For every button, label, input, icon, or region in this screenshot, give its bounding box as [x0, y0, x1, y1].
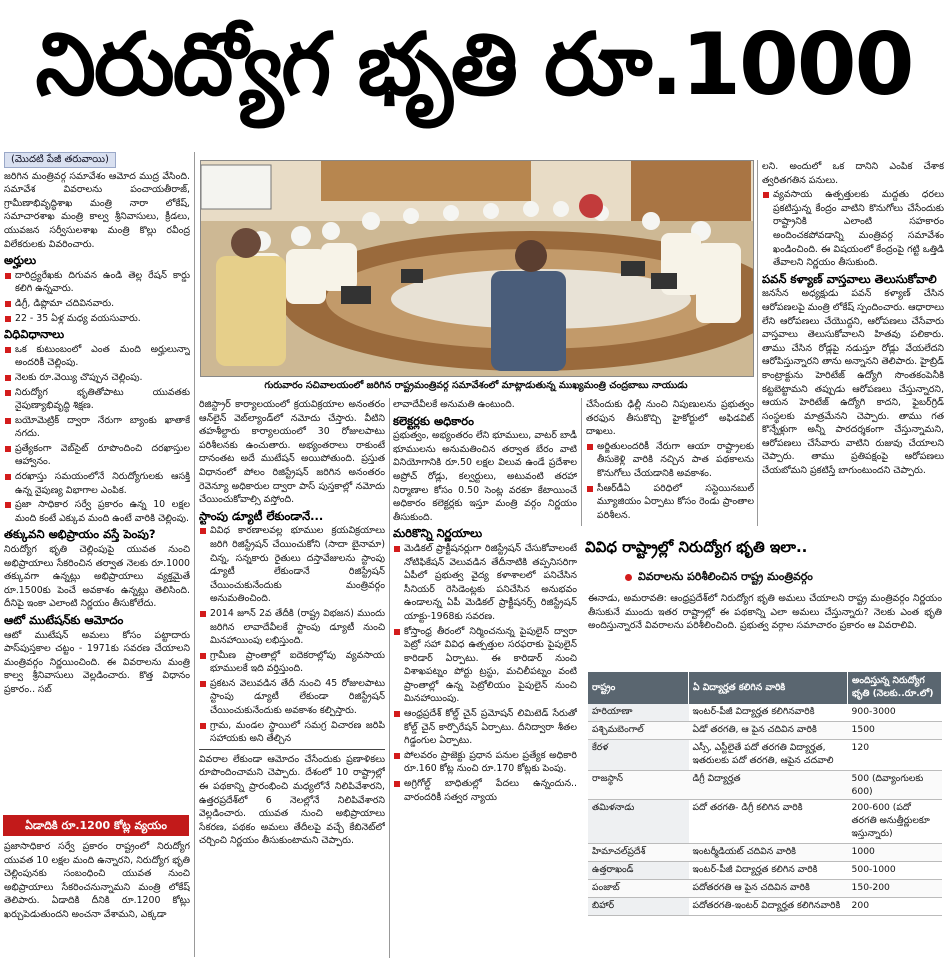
column-divider — [194, 152, 195, 957]
table-cell: ఇంటర్-పీజీ విద్యార్హత కలిగిన వారికి — [689, 862, 848, 880]
eligible-item: 22 - 35 ఏళ్ల మధ్య వయసువారు. — [4, 312, 190, 326]
table-header: అందిస్తున్న నిరుద్యోగ భృతి (నెలకు..రూ.లో) — [848, 672, 942, 704]
column-4 — [586, 398, 754, 526]
table-cell: 200-600 (పదో తరగతి అనుత్తీర్ణులకూ ఇస్తున్నారు) — [848, 800, 942, 844]
col4-item: అర్జితులందరికీ నేరుగా ఆయా రాష్ట్రాలకు తీసుకెళ్లి వారికి నచ్చిన పాత పథకాలను కొనుగోలు చేయడానికి అవకాశం. — [586, 440, 754, 481]
table-row — [588, 898, 942, 916]
states-box-subtitle-text: వివరాలను పరిశీలించిన రాష్ట్ర మంత్రివర్గం — [638, 570, 813, 583]
stamp-item: 2014 జూన్ 2వ తేదీకి (రాష్ట్ర విభజన) ముందు జరిగిన లావాదేవీలకే స్టాంపు డ్యూటీ నుంచి మినహాయింపు లభిస్తుంది. — [199, 607, 385, 648]
eligible-item: డిగ్రీ, డిప్లొమా చదివినవారు. — [4, 297, 190, 311]
col5-item: వ్యవసాయ ఉత్పత్తులకు మద్దతు ధరలు ప్రకటిస్తున్న కేంద్రం వాటిని కొనుగోలు చేసేందుకు రాష్ట్రానికి ఎలాంటి సహకారం అందించకపోవడాన్ని మంత్రివర్గ సమావేశం ఖండించింది. ఈ విషయంలో కేంద్రంపై గట్టి ఒత్తిడి తేవాలని నిర్ణయం తీసుకుంది. — [762, 188, 944, 270]
table-cell: రాజస్థాన్ — [588, 771, 689, 800]
stamp-item: గ్రామ, మండల స్థాయిలో సమగ్ర విచారణ జరిపి సహాయకు అని తేల్చిన — [199, 719, 385, 746]
table-cell: 500-1000 — [848, 862, 942, 880]
table-cell: 120 — [848, 740, 942, 771]
rule-item: నిరుద్యోగ భృతితోపాటు యువతకు నైపుణ్యాభివృద్ధి శిక్షణ. — [4, 386, 190, 413]
rule-item: ప్రత్యేకంగా వెబ్‌సైట్ రూపొందించి దరఖాస్తుల ఆహ్వానం. — [4, 442, 190, 469]
table-cell: ఇంటర్మీడియట్ చదివిన వారికి — [689, 844, 848, 862]
column-divider — [581, 398, 582, 526]
eligible-item: దారిద్ర్యరేఖకు దిగువన ఉండి తెల్ల రేషన్ కార్డు కలిగి ఉన్నవారు. — [4, 269, 190, 296]
rules-heading: విధివిధానాలు — [4, 327, 65, 342]
photo-caption: గురువారం సచివాలయంలో జరిగిన రాష్ట్రమంత్రివర్గ సమావేశంలో మాట్లాడుతున్న ముఖ్యమంత్రి చంద్రబాబు నాయుడు — [264, 380, 688, 391]
more-decisions-heading: మరికొన్ని నిర్ణయాలు — [393, 526, 483, 541]
table-cell: హరియాణా — [588, 704, 689, 722]
column-5 — [762, 160, 944, 526]
stamp-item: వివిధ కారణాలవల్ల భూముల క్రయవిక్రయాలు జరిగి రిజిస్ట్రేషన్ చేయించుకోని (సాదా బైనామా) చిన్న, సన్నకారు రైతులు దస్తావేజులను స్టాంపు డ్యూటీ లేకుండానే రిజిస్ట్రేషన్ చేయించుకునేందుకు మంత్రివర్గం అనుమతించింది. — [199, 524, 385, 606]
col2-tail-paragraph: వివరాల లేకుండా ఆమోదం చేసేందుకు ప్రణాళికలు రూపొందించామని చెప్పారు. దేశంలో 10 రాష్ట్రాల్లో ఈ పథకాన్ని ప్రారంభించి మధ్యలోనే నిలిపివేశారని, ఉత్తరప్రదేశ్‌లో 6 నెలల్లోనే నిలిపివేశారని వెల్లడించారు. యువత నుంచి అభిప్రాయాలు సేకరణ, పథకం అమలు తేదీలపై వచ్చే కేబినెట్‌లో చర్చించి నిర్ణయం తీసుకుంటామని చెప్పారు. — [199, 753, 385, 847]
table-header: ఏ విద్యార్హత కలిగిన వారికి — [689, 672, 848, 704]
mutation-paragraph: రిజిస్ట్రార్ కార్యాలయంలో క్రయవిక్రయాల అనంతరం ఆన్‌లైన్ వెబ్‌ల్యాండ్‌లో నమోదు చేస్తారు. వీటిని తహశీల్దారు కార్యాలయంలో 30 రోజులపాటు పరిశీలనకు ఉంచుతారు. అభ్యంతరాలు రాకుంటే దానంతట అదే ముటేషన్ అయిపోతుంది. ప్రస్తుత విధానంలో పోలం రిజిస్ట్రేషన్ జరిగిన అనంతరం రెవెన్యూ అధికారుల ద్వారా పాస్ పుస్తకాల్లో నమోదు చేయించుకోవాల్సి వస్తోంది. — [199, 399, 385, 506]
cost-banner: ఏడాదికి రూ.1200 కోట్ల వ్యయం — [3, 815, 189, 836]
table-row — [588, 771, 942, 800]
decision-item: పోలవరం ప్రాజెక్టు ప్రధాన పనుల ప్రత్యేక అధికారి రూ.160 కోట్ల నుంచి రూ.170 కోట్లకు పెంపు. — [393, 749, 577, 776]
intro-paragraph: జరిగిన మంత్రివర్గ సమావేశం ఆమోద ముద్ర వేసింది. సమావేశ వివరాలను పంచాయతీరాజ్, గ్రామీణాభివృద్ధిశాఖ మంత్రి నారా లోకేష్, సమాచారశాఖ మంత్రి కాల్వ శ్రీనివాసులు, క్రీడలు, యువజన సర్వీసులశాఖ మంత్రి కొల్లు రవీంద్ర విలేకరులకు వివరించారు. — [4, 170, 190, 250]
table-cell: 900-3000 — [848, 704, 942, 722]
table-cell: ఎస్సీ, ఎస్టీలైతే పదో తరగతి విద్యార్హత, ఇతరులకు పదో తరగతి, ఆపైన చదవాలి — [689, 740, 848, 771]
cabinet-meeting-photo — [200, 160, 754, 377]
table-row — [588, 880, 942, 898]
col4-lead: చేసేందుకు ఢిల్లీ నుంచి నిపుణులను ప్రభుత్వం తరఫున తీసుకొచ్చి హైకోర్టులో అఫిడవిట్ దాఖలు. — [586, 399, 754, 438]
rule-item: ప్రజా సాధికార సర్వే ప్రకారం ఉన్న 10 లక్షల మంది కంటే ఎక్కువ మంది ఉంటే వారికి చెల్లింపు. — [4, 498, 190, 525]
collector-heading: కలెక్టర్లకు అధికారం — [393, 413, 474, 428]
table-cell: పదో తరగతి- డిగ్రీ కలిగిన వారికి — [689, 800, 848, 844]
table-cell: పదోతరగతి ఆ పైన చదివిన వారికి — [689, 880, 848, 898]
table-cell: కేరళ — [588, 740, 689, 771]
table-cell: ఉత్తరాఖండ్ — [588, 862, 689, 880]
table-cell: 1500 — [848, 722, 942, 740]
table-cell: 200 — [848, 898, 942, 916]
photo-illustration — [201, 161, 753, 376]
col3-lead: లావాదేవీలకే అనుమతి ఉంటుంది. — [393, 399, 515, 410]
table-cell: ఇంటర్-పీజీ విద్యార్హత కలిగినవారికి — [689, 704, 848, 722]
table-row — [588, 722, 942, 740]
pawan-heading: పవన్ కళ్యాణ్ వాస్తవాలు తెలుసుకోవాలి — [762, 271, 937, 286]
collector-paragraph: ప్రభుత్వం, అభ్యంతరం లేని భూములు, వాటర్ బాడీ భూములను అనుమతించిన తర్వాత బేరం వాటి వినియోగానికి రూ.50 లక్షల విలువ ఉండే ప్రదేశాల అప్రోచ్ రోడ్లు, కల్వర్టులు, అటువంటి తరహా నిర్మాణాల కోసం 0.50 సెంట్ల వరకూ కేటాయించే అధికారం కలెక్టర్లకు ఇస్తూ మంత్రి వర్గం నిర్ణయం తీసుకుంది. — [393, 430, 577, 523]
decision-item: మెడికల్ ప్రాక్టీషనర్లుగా రిజిస్ట్రేషన్ చేసుకోవాలంటే నోటిఫికేషన్ వెలువడిన తేదీనాటికి తప్పనిసరిగా ఏపీలో ప్రభుత్వ వైద్య కళాశాలలో పనిచేసిన సీనియర్ రెసిడెంట్లకు పనిచేసిన అనుభవం ఉండాలన్న ఏపీ మెడికల్ ప్రాక్టీషనర్స్ రిజిస్ట్రేషన్ యాక్టు-1968కు సవరణ. — [393, 542, 577, 624]
auto-mutation-heading: ఆటో ముటేషన్‌కు ఆమోదం — [4, 613, 124, 627]
column-divider — [389, 398, 390, 958]
table-cell: పశ్చిమబెంగాల్ — [588, 722, 689, 740]
table-cell: 500 (దివ్యాంగులకు 600) — [848, 771, 942, 800]
headline: నిరుద్యోగ భృతి రూ.1000 — [35, 14, 913, 115]
table-cell: తమిళనాడు — [588, 800, 689, 844]
table-cell: డిగ్రీ విద్యార్హత — [689, 771, 848, 800]
bullet-icon — [625, 574, 632, 581]
table-row — [588, 740, 942, 771]
opinion-paragraph: నిరుద్యోగ భృతి చెల్లింపుపై యువత నుంచి అభిప్రాయాలు సేకరించిన తర్వాత నెలకు రూ.1000 తక్కువగా ఉన్నట్లు అభిప్రాయాలు వ్యక్తమైతే రూ.1500కు పెంచే అవకాశం ఉన్నట్లు తెలిసింది. దీనిపై ఇంకా ఎలాంటి నిర్ణయం తీసుకోలేదు. — [4, 544, 190, 610]
stamp-item: గ్రామీణ ప్రాంతాల్లో ఐదెకరాల్లోపు వ్యవసాయ భూములకే ఇది వర్తిస్తుంది. — [199, 649, 385, 676]
column-3 — [393, 398, 577, 958]
rule-item: నెలకు రూ.వెయ్యి చొప్పున చెల్లింపు. — [4, 371, 190, 385]
table-row — [588, 844, 942, 862]
table-row — [588, 862, 942, 880]
table-cell: పదోతరగతి-ఇంటర్ విద్యార్హత కలిగినవారికి — [689, 898, 848, 916]
stamp-heading: స్టాంపు డ్యూటీ లేకుండానే... — [199, 508, 324, 523]
pawan-paragraph: జనసేన అధ్యక్షుడు పవన్ కళ్యాణ్ చేసిన ఆరోపణలపై మంత్రి లోకేష్ స్పందించారు. ఆధారాలు లేని ఆరోపణలు చేయొద్దని, ఆరోపణలు చేసేవారు వాస్తవాలు తెలుసుకోవాలని హితవు పలికారు. తాము చేసిన రోడ్లపై నడుస్తూ రోడ్లు వేయలేదని ఆరోపిస్తున్నారని తాను అన్నానని తెలిపారు. హైబ్రిడ్ కాంట్రాక్టును హెరిటేజ్ ఉద్యోగి సొంతకంపెనీకి కట్టబెట్టామని తప్పుడు ఆరోపణలు చేస్తున్నారని, ఆయన హెరిటేజ్ ఉద్యోగి కాదని, ఫైబర్‌గ్రిడ్ సంస్థలకు మాత్రమేనని చెప్పారు. తాము గత కొన్నేళ్లుగా అన్నీ పారదర్శకంగా చేస్తున్నామని, ఆరోపణలు చేసేవారు వాటిని రుజువు చేయాలని చెప్పారు. తాము ప్రతిపక్షంపై ఆరోపణలు చేయబోమని ప్రకటిస్తే బాగుంటుందని చెప్పారు. — [762, 288, 944, 477]
table-cell: హిమాచల్‌ప్రదేశ్ — [588, 844, 689, 862]
table-header: రాష్ట్రం — [588, 672, 689, 704]
states-box-subtitle — [625, 570, 945, 586]
table-cell: 150-200 — [848, 880, 942, 898]
table-row — [588, 800, 942, 844]
rule-item: దరఖాస్తు సమయంలోనే నిరుద్యోగులకు ఆసక్తి ఉన్న నైపుణ్య విభాగాల ఎంపిక. — [4, 470, 190, 497]
col4-item: సీఆర్‌డీఏ పరిధిలో సస్టెయినబుల్ మ్యూజియం ఏర్పాటు కోసం రెండు ప్రాంతాల పరిశీలన. — [586, 482, 754, 523]
auto-mutation-paragraph: ఆటో ముటేషన్ అమలు కోసం పట్టాదారు పాస్‌పుస్తకాల చట్టం - 1971కు సవరణ చేయాలని మంత్రివర్గం నిర్ణయించింది. ఈ వివరాలను మంత్రి కాల్వ శ్రీనివాసులు వెల్లడించారు. కొత్త విధానం ప్రకారం.. సబ్ — [4, 629, 190, 695]
table-cell: పంజాబ్ — [588, 880, 689, 898]
table-cell: ఏడో తరగతి, ఆ పైన చదివిన వారికి — [689, 722, 848, 740]
column-2 — [199, 398, 385, 958]
states-table — [588, 672, 942, 916]
decision-item: కోస్తాంధ్ర తీరంలో నిర్మించనున్న పైపులైన్ ద్వారా పెట్రో సహా వివిధ ఉత్పత్తుల సరఫరాకు పైపులైన్ కారిడార్ ఏర్పాటు. ఈ కారిడార్ నుంచి విశాఖపట్నం పోర్టు ట్రస్టు, మచిలీపట్నం వంటి ప్రాంతాల్లో ఉన్న పెట్రోలియం పైపులైన్ నుంచి మినహాయింపు. — [393, 625, 577, 707]
table-row — [588, 704, 942, 722]
states-box-title: వివిధ రాష్ట్రాల్లో నిరుద్యోగ భృతి ఇలా.. — [585, 538, 808, 556]
states-box-lead: ఈనాడు, అమరావతి: ఆంధ్రప్రదేశ్‌లో నిరుద్యోగ భృతి అమలు చేయాలని రాష్ట్ర మంత్రివర్గం నిర్ణయం తీసుకునే ముందు ఇతర రాష్ట్రాల్లో ఈ పథకాన్ని ఎలా అమలు చేస్తున్నారు? నెలకు ఎంత భృతి అందిస్తున్నారనే వివరాలను పరిశీలించింది. ప్రభుత్వ వర్గాల సమాచారం ప్రకారం ఆ వివరాలివి. — [588, 593, 942, 632]
kicker: (మొదటి పేజీ తరువాయి) — [4, 152, 116, 168]
stamp-item: ప్రకటన వెలువడిన తేదీ నుంచి 45 రోజులపాటు స్టాంపు డ్యూటీ లేకుండా రిజిస్ట్రేషన్ చేయించుకునేందుకు అవకాశం కల్పిస్తారు. — [199, 677, 385, 718]
eligible-heading: అర్హులు — [4, 253, 37, 268]
column-1 — [4, 152, 190, 815]
decision-item: ఆంధ్రప్రదేశ్ కోల్డ్ చైన్ ప్రమోషన్ లిమిటెడ్ సేరుతో కోల్డ్ చైన్ కార్పొరేషన్ ఏర్పాటు. దీనిద్వారా శీతల గిడ్డంగుల ఏర్పాటు. — [393, 707, 577, 748]
rule-item: బయోమెట్రిక్ ద్వారా నేరుగా బ్యాంకు ఖాతాకే నగదు. — [4, 414, 190, 441]
cost-paragraph: ప్రజాసాధికార సర్వే ప్రకారం రాష్ట్రంలో నిరుద్యోగ యువత 10 లక్షల మంది ఉన్నారని, నిరుద్యోగ భృతి చెల్లింపునకు సంబంధించి యువత నుంచి అభిప్రాయాలు సేకరించనున్నామని మంత్రి లోకేష్ తెలిపారు. ఏడాదికి దీనికి రూ.1200 కోట్లు ఖర్చుపెడుతుందని అంచనా వేశామని, ఎక్కడా — [4, 841, 190, 920]
table-cell: 1000 — [848, 844, 942, 862]
column-divider — [757, 160, 758, 526]
rule-item: ఒక కుటుంబంలో ఎంత మంది అర్హులున్నా అందరికీ చెల్లింపు. — [4, 343, 190, 370]
decision-item: అగ్రిగోల్డ్ బాధితుల్లో పేదలు ఉన్నందున.. వారందరికీ సత్వర న్యాయ — [393, 777, 577, 804]
opinion-heading: తక్కువని అభిప్రాయం వస్తే పెంపు? — [4, 527, 156, 542]
col5-lead: లని. అందులో ఒక దానిని ఎంపిక చేశాక త్వరితగతిన పనులు. — [762, 161, 944, 186]
table-cell: బిహార్ — [588, 898, 689, 916]
divider — [199, 749, 385, 750]
